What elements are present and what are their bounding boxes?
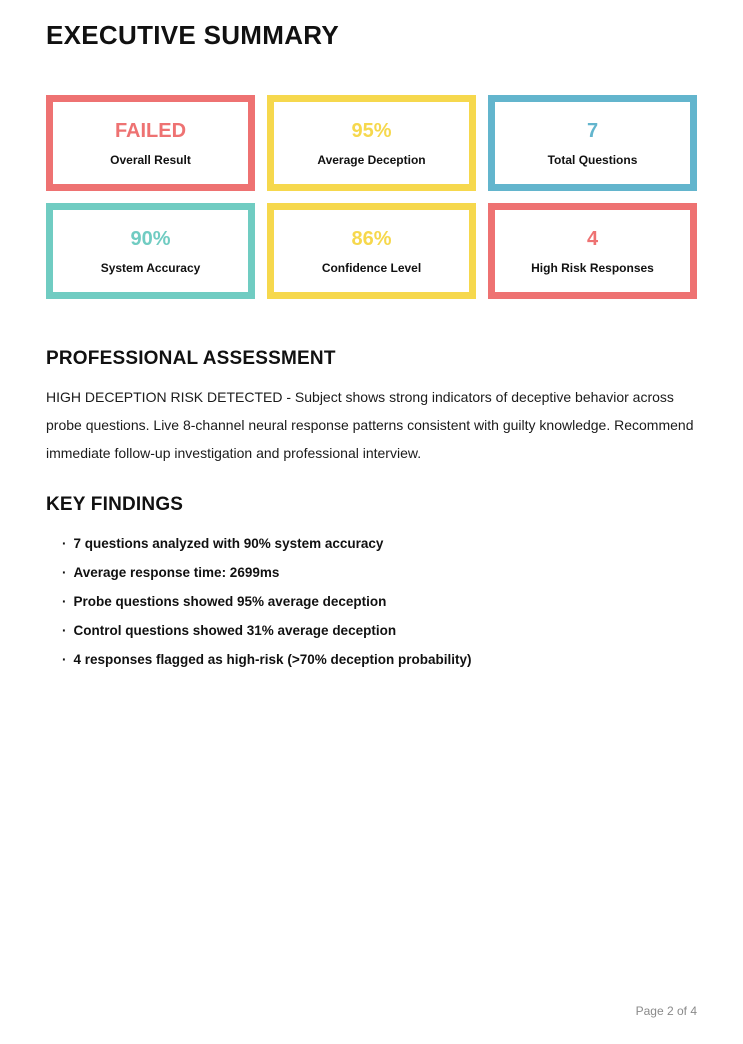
key-findings-list <box>46 537 697 667</box>
page-title: EXECUTIVE SUMMARY <box>46 20 340 50</box>
stat-label: Overall Result <box>110 152 191 167</box>
stat-value: 86% <box>351 227 392 250</box>
stat-label: Confidence Level <box>321 260 422 275</box>
assessment-body-text: HIGH DECEPTION RISK DETECTED - Subject shows strong indicators of deceptive behavior across probe questions. Live 8-channel neural response patterns consistent with guilty knowledge. Recommend immediate follow-up investigation and professional interview. <box>46 389 694 461</box>
stat-value: FAILED <box>114 119 187 142</box>
list-item <box>62 624 697 638</box>
finding-text: Probe questions showed 95% average deception <box>73 594 387 609</box>
page-number: Page 2 of 4 <box>635 1004 697 1018</box>
stat-card-system-accuracy <box>46 203 255 299</box>
bullet-icon: · <box>62 623 67 638</box>
stat-label: System Accuracy <box>100 260 201 275</box>
stat-value: 4 <box>586 227 599 250</box>
finding-text: Average response time: 2699ms <box>73 565 280 580</box>
stat-card-overall-result <box>46 95 255 191</box>
stats-grid <box>46 95 697 299</box>
stat-label: Total Questions <box>547 152 638 167</box>
bullet-icon: · <box>62 565 67 580</box>
stat-value: 95% <box>351 119 392 142</box>
stat-card-average-deception <box>267 95 476 191</box>
stat-value: 90% <box>130 227 171 250</box>
stat-value: 7 <box>586 119 599 142</box>
finding-text: 4 responses flagged as high-risk (>70% deception probability) <box>73 652 472 667</box>
stat-card-confidence-level <box>267 203 476 299</box>
bullet-icon: · <box>62 536 67 551</box>
list-item <box>62 595 697 609</box>
section-heading-professional-assessment: PROFESSIONAL ASSESSMENT <box>46 348 336 369</box>
list-item <box>62 653 697 667</box>
list-item <box>62 537 697 551</box>
bullet-icon: · <box>62 652 67 667</box>
stat-label: Average Deception <box>317 152 426 167</box>
list-item <box>62 566 697 580</box>
stat-card-total-questions <box>488 95 697 191</box>
section-heading-key-findings: KEY FINDINGS <box>46 494 184 515</box>
stat-label: High Risk Responses <box>531 260 654 275</box>
stat-card-high-risk-responses <box>488 203 697 299</box>
finding-text: Control questions showed 31% average deception <box>73 623 397 638</box>
bullet-icon: · <box>62 594 67 609</box>
finding-text: 7 questions analyzed with 90% system accuracy <box>73 536 384 551</box>
